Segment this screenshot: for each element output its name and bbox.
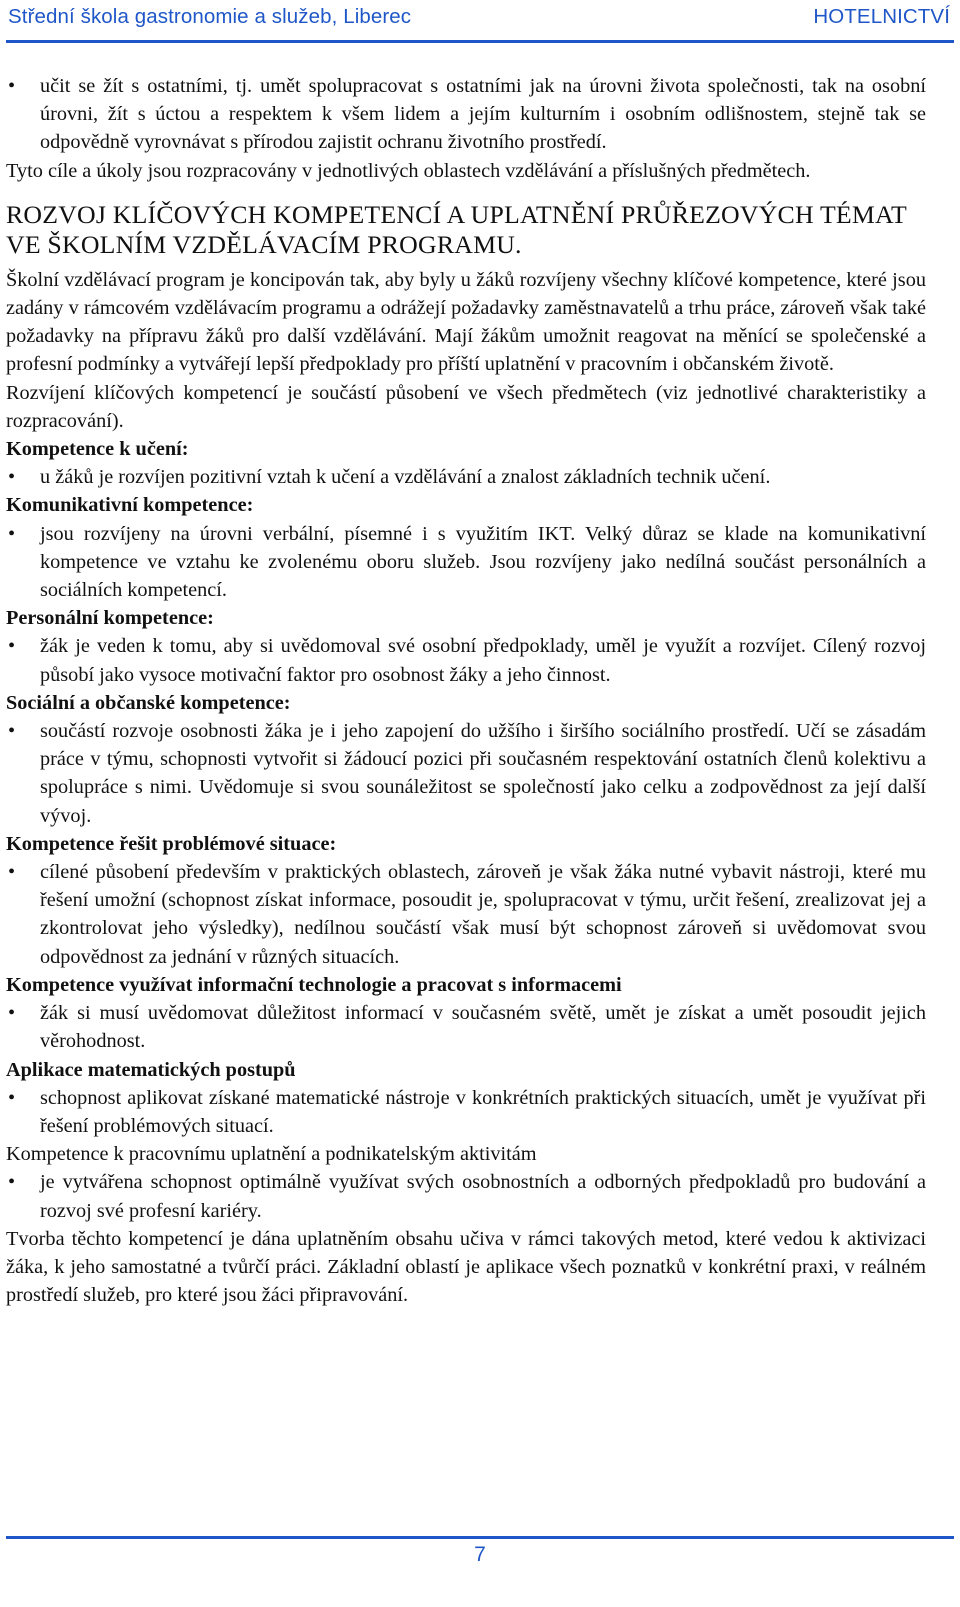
page-footer [6,1536,954,1599]
section-heading: ROZVOJ KLÍČOVÝCH KOMPETENCÍ A UPLATNĚNÍ PRŮŘEZOVÝCH TÉMAT VE ŠKOLNÍM VZDĚLÁVACÍM PROGRAMU. [6,199,907,259]
school-name: Střední škola gastronomie a služeb, Liberec [8,5,412,28]
competence-title-ict: Kompetence využívat informační technologie a pracovat s informacemi [6,973,622,996]
competence-title-math: Aplikace matematických postupů [6,1058,296,1081]
goals-paragraph: Tyto cíle a úkoly jsou rozpracovány v jednotlivých oblastech vzdělávání a příslušných předmětech. [6,159,811,182]
intro-bullet: • učit se žít s ostatními, tj. umět spolupracovat s ostatními jak na úrovni života společnosti, tak na osobní úrovni, žít s úctou a respektem k všem lidem a jejím kulturním i osobním odlišnostem, stejně tak se odpovědně vyrovnávat s přírodou zajistit ochranu životního prostředí. [6,72,926,157]
program-paragraph: Školní vzdělávací program je koncipován tak, aby byly u žáků rozvíjeny všechny klíčové kompetence, které jsou zadány v rámcovém vzdělávacím programu a odrážejí požadavky zaměstnavatelů a trhu práce, zároveň však také požadavky na přípravu žáků pro další vzdělávání. Mají žákům umožnit reagovat na měnící se společenské a profesní podmínky a vytvářejí lepší předpoklady pro příští uplatnění v pracovním i občanském životě. [6,268,926,376]
competence-title-learning: Kompetence k učení: [6,438,189,461]
document-body [6,72,926,1309]
competence-title-personal: Personální kompetence: [6,607,214,630]
development-paragraph: Rozvíjení klíčových kompetencí je součástí působení ve všech předmětech (viz jednotlivé charakteristiky a rozpracování). [6,381,926,432]
competence-bullet-work: • je vytvářena schopnost optimálně využívat svých osobnostních a odborných předpokladů pro budování a rozvoj své profesní kariéry. [6,1168,926,1224]
competence-title-social: Sociální a občanské kompetence: [6,691,291,714]
competence-bullet-problem-solving: • cílené působení především v praktických oblastech, zároveň je však žáka nutné vybavit nástroji, které mu řešení umožní (schopnost získat informace, posoudit je, spolupracovat v týmu, určit řešení, zrealizovat jej a zkontrolovat jeho výsledky), nedílnou součástí však musí být schopnost zároveň si uvědomovat svou odpovědnost za jednání v různých situacích. [6,858,926,971]
competence-bullet-social: • součástí rozvoje osobnosti žáka je i jeho zapojení do užšího i širšího sociálního prostředí. Učí se zásadám práce v týmu, schopnosti vytvořit si žádoucí pozici při současném respektování ostatních členů kolektivu a spolupráce s nimi. Uvědomuje si svou sounáležitost se společností jako celku a zodpovědnost za její další vývoj. [6,717,926,830]
competence-bullet-math: • schopnost aplikovat získané matematické nástroje v konkrétních praktických situacích, umět je využívat při řešení problémových situací. [6,1084,926,1140]
competence-title-work: Kompetence k pracovnímu uplatnění a podnikatelským aktivitám [6,1143,537,1166]
closing-paragraph: Tvorba těchto kompetencí je dána uplatněním obsahu učiva v rámci takových metod, které vedou k aktivizaci žáka, k jeho samostatné a tvůrčí práci. Základní oblastí je aplikace všech poznatků v konkrétní praxi, v reálném prostředí služeb, pro které jsou žáci připravování. [6,1227,926,1307]
competence-title-problem-solving: Kompetence řešit problémové situace: [6,832,337,855]
page-header [6,0,954,43]
field-name: HOTELNICTVÍ [813,5,950,28]
competence-bullet-personal: • žák je veden k tomu, aby si uvědomoval své osobní předpoklady, uměl je využít a rozvíjet. Cílený rozvoj působí jako vysoce motivační faktor pro osobnost žáky a jeho činnost. [6,632,926,688]
competence-bullet-ict: • žák si musí uvědomovat důležitost informací v současném světě, umět je získat a umět posoudit jejich věrohodnost. [6,999,926,1055]
competence-bullet-learning: • u žáků je rozvíjen pozitivní vztah k učení a vzdělávání a znalost základních technik učení. [6,463,926,491]
competence-bullet-communication: • jsou rozvíjeny na úrovni verbální, písemné i s využitím IKT. Velký důraz se klade na komunikativní kompetence ve vztahu ke zvolenému oboru služeb. Jsou rozvíjeny jako nedílná součást personálních a sociálních kompetencí. [6,520,926,605]
page-number: 7 [474,1543,486,1566]
competence-title-communication: Komunikativní kompetence: [6,494,254,517]
